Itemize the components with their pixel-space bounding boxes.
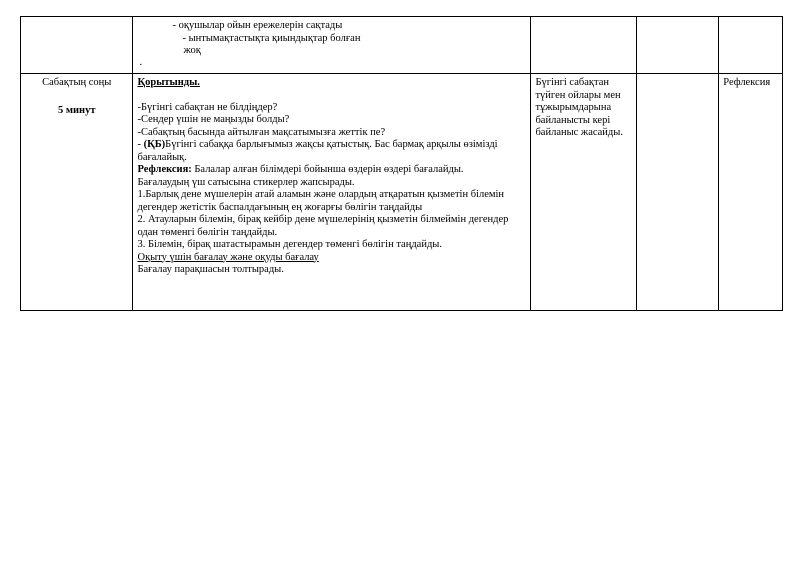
level-item: 1.Барлық дене мүшелерін атай аламын және олардың атқаратын қызметін білемін дегендер жетістік баспалдағының ең жоғарғы бөлігін таңдайды bbox=[137, 189, 505, 213]
table-row bbox=[21, 17, 783, 74]
students-cell bbox=[531, 74, 636, 311]
resources-cell bbox=[719, 74, 783, 311]
students-text: Бүгінгі сабақтан түйген ойлары мен тұжырымдарына байланысты кері байланыс жасайды. bbox=[535, 77, 623, 138]
question: -Сабақтың басында айтылған мақсатымызға жеттік пе? bbox=[137, 126, 386, 138]
assessment-link: Оқыту үшін бағалау және оқуды бағалау bbox=[137, 251, 319, 263]
reflection-label: Рефлексия: bbox=[137, 164, 192, 175]
resources-cell bbox=[719, 17, 783, 74]
list-item: - ынтымақтастықта қиындықтар болған bbox=[182, 32, 361, 44]
list-item: - оқушылар ойын ережелерін сақтады bbox=[172, 20, 343, 31]
formative-assessment-text: - (ҚБ)Бүгінгі сабаққа барлығымыз жақсы қатыстық. Бас бармақ арқылы өзімізді бағалайық. bbox=[137, 139, 498, 163]
resources-text: Рефлексия bbox=[723, 77, 771, 88]
question: -Сендер үшін не маңызды болды? bbox=[137, 114, 290, 125]
level-item: 2. Атауларын білемін, бірақ кейбір дене мүшелерінің қызметін білмеймін дегендер одан төменгі бөлігін таңдайды. bbox=[137, 214, 509, 238]
stage-cell bbox=[21, 74, 133, 311]
stage-label: Сабақтың соңы bbox=[42, 77, 112, 88]
assessment-cell bbox=[636, 74, 719, 311]
qb-label: (ҚБ) bbox=[143, 139, 166, 150]
lesson-plan-table bbox=[20, 16, 783, 311]
assessment-cell bbox=[636, 17, 719, 74]
section-heading: Қорытынды. bbox=[137, 77, 200, 88]
list-item-continuation: жоқ bbox=[183, 45, 201, 56]
level-item: 3. Білемін, бірақ шатастырамын дегендер төменгі бөлігін таңдайды. bbox=[137, 239, 442, 250]
table-row bbox=[21, 74, 783, 311]
stage-time: 5 минут bbox=[57, 104, 96, 116]
reflection-text: Рефлексия: Балалар алған білімдері бойынша өздерін өздері бағалайды. bbox=[137, 164, 464, 175]
fill-sheet-text: Бағалау парақшасын толтырады. bbox=[137, 264, 284, 275]
stickers-text: Бағалаудың үш сатысына стикерлер жапсырады. bbox=[137, 176, 355, 188]
question: -Бүгінгі сабақтан не білдіңдер? bbox=[137, 101, 278, 113]
students-cell bbox=[531, 17, 636, 74]
activity-cell bbox=[133, 17, 531, 74]
activity-cell bbox=[133, 74, 531, 311]
trailing-dot: . bbox=[139, 56, 143, 68]
stage-cell bbox=[21, 17, 133, 74]
